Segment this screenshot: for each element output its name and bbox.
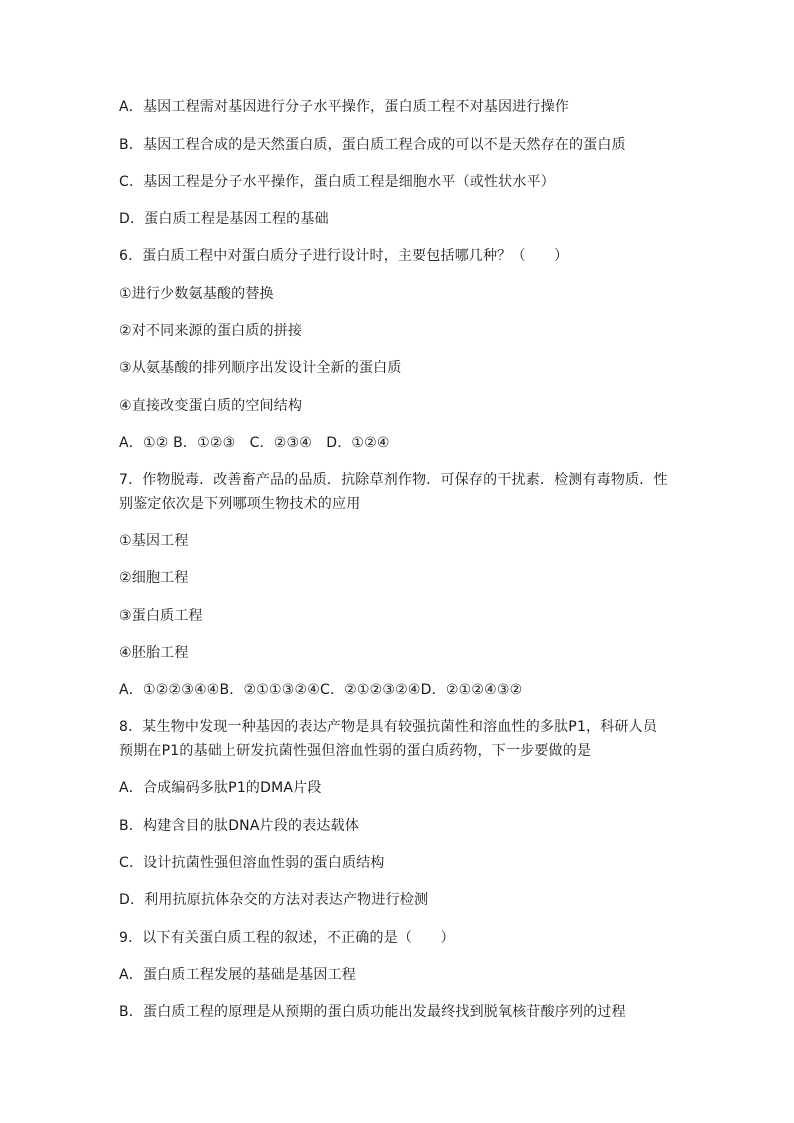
- q8-option-b: B．构建含目的肽DNA片段的表达载体: [119, 818, 360, 834]
- q7-item-4: ④胚胎工程: [119, 645, 189, 661]
- q8-option-c: C．设计抗菌性强但溶血性弱的蛋白质结构: [119, 855, 385, 871]
- q5-option-c: C．基因工程是分子水平操作，蛋白质工程是细胞水平（或性状水平）: [119, 174, 555, 190]
- q8-option-a: A．合成编码多肽P1的DMA片段: [119, 780, 322, 796]
- q9-option-a: A．蛋白质工程发展的基础是基因工程: [119, 967, 356, 983]
- q6-options: A．①② B．①②③ C．②③④ D．①②④: [119, 435, 390, 451]
- q7-item-2: ②细胞工程: [119, 570, 189, 586]
- q7-options: A．①②②③④④B．②①①③②④C．②①②③②④D．②①②④③②: [119, 682, 523, 698]
- question-8-stem-line-1: 8．某生物中发现一种基因的表达产物是具有较强抗菌性和溶血性的多肽P1，科研人员: [119, 719, 658, 735]
- q5-option-d: D．蛋白质工程是基因工程的基础: [119, 211, 329, 227]
- question-8-stem-line-2: 预期在P1的基础上研发抗菌性强但溶血性弱的蛋白质药物，下一步要做的是: [119, 743, 592, 759]
- q6-item-3: ③从氨基酸的排列顺序出发设计全新的蛋白质: [119, 360, 402, 376]
- q7-item-1: ①基因工程: [119, 533, 189, 549]
- q6-item-2: ②对不同来源的蛋白质的拼接: [119, 323, 303, 339]
- q6-item-4: ④直接改变蛋白质的空间结构: [119, 398, 303, 414]
- q6-item-1: ①进行少数氨基酸的替换: [119, 286, 274, 302]
- question-9-stem: 9．以下有关蛋白质工程的叙述，不正确的是（ ）: [119, 930, 455, 946]
- q5-option-b: B．基因工程合成的是天然蛋白质，蛋白质工程合成的可以不是天然存在的蛋白质: [119, 137, 626, 153]
- question-6-stem: 6．蛋白质工程中对蛋白质分子进行设计时，主要包括哪几种？（ ）: [119, 248, 569, 264]
- q8-option-d: D．利用抗原抗体杂交的方法对表达产物进行检测: [119, 892, 429, 908]
- question-7-stem-line-1: 7．作物脱毒．改善畜产品的品质．抗除草剂作物．可保存的干扰素．检测有毒物质．性: [119, 472, 668, 488]
- question-7-stem-line-2: 别鉴定依次是下列哪项生物技术的应用: [119, 496, 361, 512]
- q5-option-a: A．基因工程需对基因进行分子水平操作，蛋白质工程不对基因进行操作: [119, 99, 569, 115]
- q7-item-3: ③蛋白质工程: [119, 608, 203, 624]
- q9-option-b: B．蛋白质工程的原理是从预期的蛋白质功能出发最终找到脱氧核苷酸序列的过程: [119, 1004, 626, 1020]
